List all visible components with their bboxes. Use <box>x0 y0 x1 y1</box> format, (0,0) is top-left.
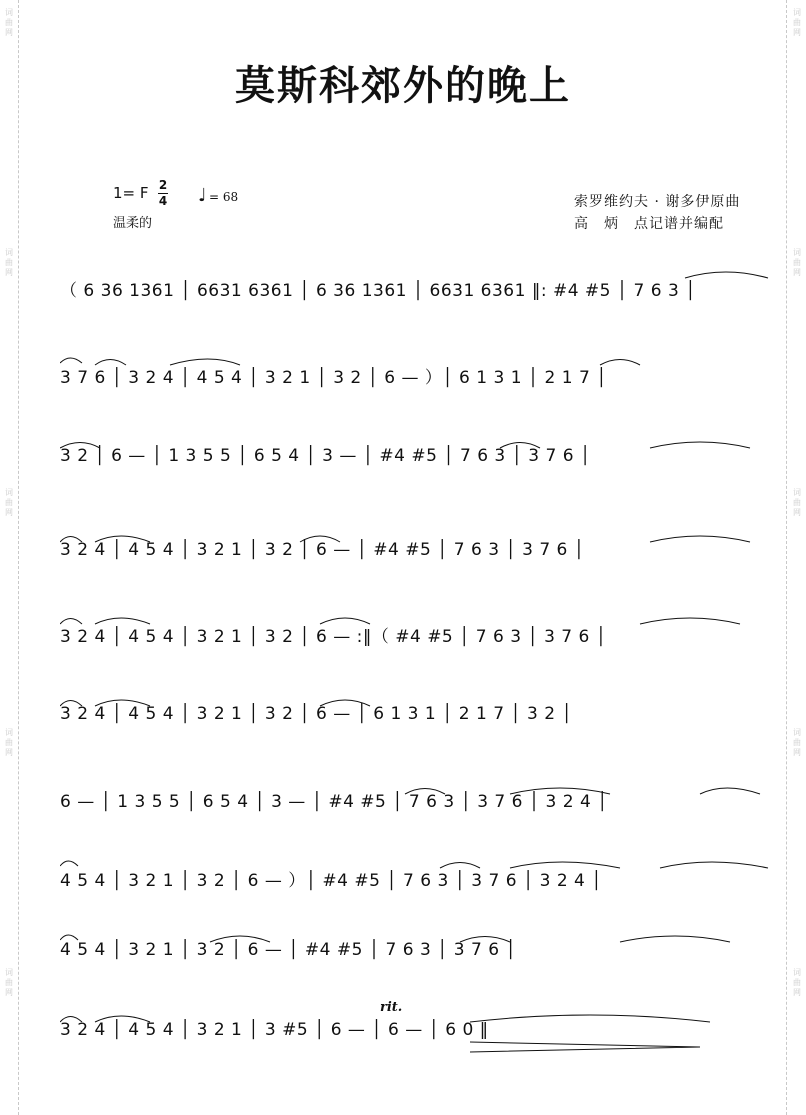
watermark-right-5: 词 曲 网 <box>793 968 801 997</box>
quarter-note-icon: ♩ <box>198 185 207 206</box>
score-line-7 <box>60 784 770 824</box>
score-line-8 <box>60 858 770 898</box>
tempo-value: = 68 <box>209 190 239 204</box>
ritardando-mark: rit. <box>380 1000 403 1015</box>
score-line-3 <box>60 438 770 478</box>
watermark-left-2: 词 曲 网 <box>5 248 13 277</box>
expression-mark: 温柔的 <box>113 216 153 231</box>
score-line-9 <box>60 932 770 972</box>
watermark-left-3: 词 曲 网 <box>5 488 13 517</box>
watermark-right-3: 词 曲 网 <box>793 488 801 517</box>
score-line-text: （ 6 36 1361 │ 6631 6361 │ 6 36 1361 │ 6631 6361 ‖: #4 #5 │ 7 6 3 │ <box>60 281 696 301</box>
score-line-text: 3 2 4 │ 4 5 4 │ 3 2 1 │ 3 2 │ 6 — │ #4 #5 │ 7 6 3 │ 3 7 6 │ <box>60 540 585 560</box>
score-line-text: 3 2 4 │ 4 5 4 │ 3 2 1 │ 3 2 │ 6 — :‖（ #4 #5 │ 7 6 3 │ 3 7 6 │ <box>60 627 607 647</box>
score-line-text: 3 2 4 │ 4 5 4 │ 3 2 1 │ 3 2 │ 6 — │ 6 1 3 1 │ 2 1 7 │ 3 2 │ <box>60 704 573 724</box>
score-line-text: 6 — │ 1 3 5 5 │ 6 5 4 │ 3 — │ #4 #5 │ 7 6 3 │ 3 7 6 │ 3 2 4 │ <box>60 792 608 812</box>
watermark-right-2: 词 曲 网 <box>793 248 801 277</box>
watermark-left-4: 词 曲 网 <box>5 728 13 757</box>
watermark-left-1: 词 曲 网 <box>5 8 13 37</box>
watermark-right-4: 词 曲 网 <box>793 728 801 757</box>
time-signature <box>158 179 168 208</box>
score-line-5 <box>60 614 770 654</box>
score-line-text: 3 7 6 │ 3 2 4 │ 4 5 4 │ 3 2 1 │ 3 2 │ 6 — ）│ 6 1 3 1 │ 2 1 7 │ <box>60 368 607 388</box>
left-margin-line <box>18 0 19 1115</box>
watermark-left-5: 词 曲 网 <box>5 968 13 997</box>
key-signature: 1= F <box>113 184 149 202</box>
right-margin-line <box>786 0 787 1115</box>
composer-credit: 索罗维约夫 · 谢多伊原曲 <box>574 194 741 210</box>
score-line-1 <box>60 268 770 308</box>
score-line-text: 4 5 4 │ 3 2 1 │ 3 2 │ 6 — │ #4 #5 │ 7 6 3 │ 3 7 6 │ <box>60 940 517 960</box>
score-line-10 <box>60 1012 770 1052</box>
score-line-4 <box>60 532 770 572</box>
time-signature-bottom: 4 <box>158 194 168 208</box>
score-line-text: 4 5 4 │ 3 2 1 │ 3 2 │ 6 — ）│ #4 #5 │ 7 6 3 │ 3 7 6 │ 3 2 4 │ <box>60 871 602 891</box>
arranger-credit: 高 炳 点记谱并编配 <box>574 216 724 232</box>
time-signature-top: 2 <box>158 178 168 192</box>
watermark-right-1: 词 曲 网 <box>793 8 801 37</box>
score-line-text: 3 2 4 │ 4 5 4 │ 3 2 1 │ 3 #5 │ 6 — │ 6 — │ 6 0 ‖ <box>60 1020 489 1040</box>
song-title: 莫斯科郊外的晚上 <box>235 62 571 109</box>
score-line-6 <box>60 696 770 736</box>
score-line-text: 3 2 │ 6 — │ 1 3 5 5 │ 6 5 4 │ 3 — │ #4 #5 │ 7 6 3 │ 3 7 6 │ <box>60 446 591 466</box>
score-line-2 <box>60 355 770 395</box>
